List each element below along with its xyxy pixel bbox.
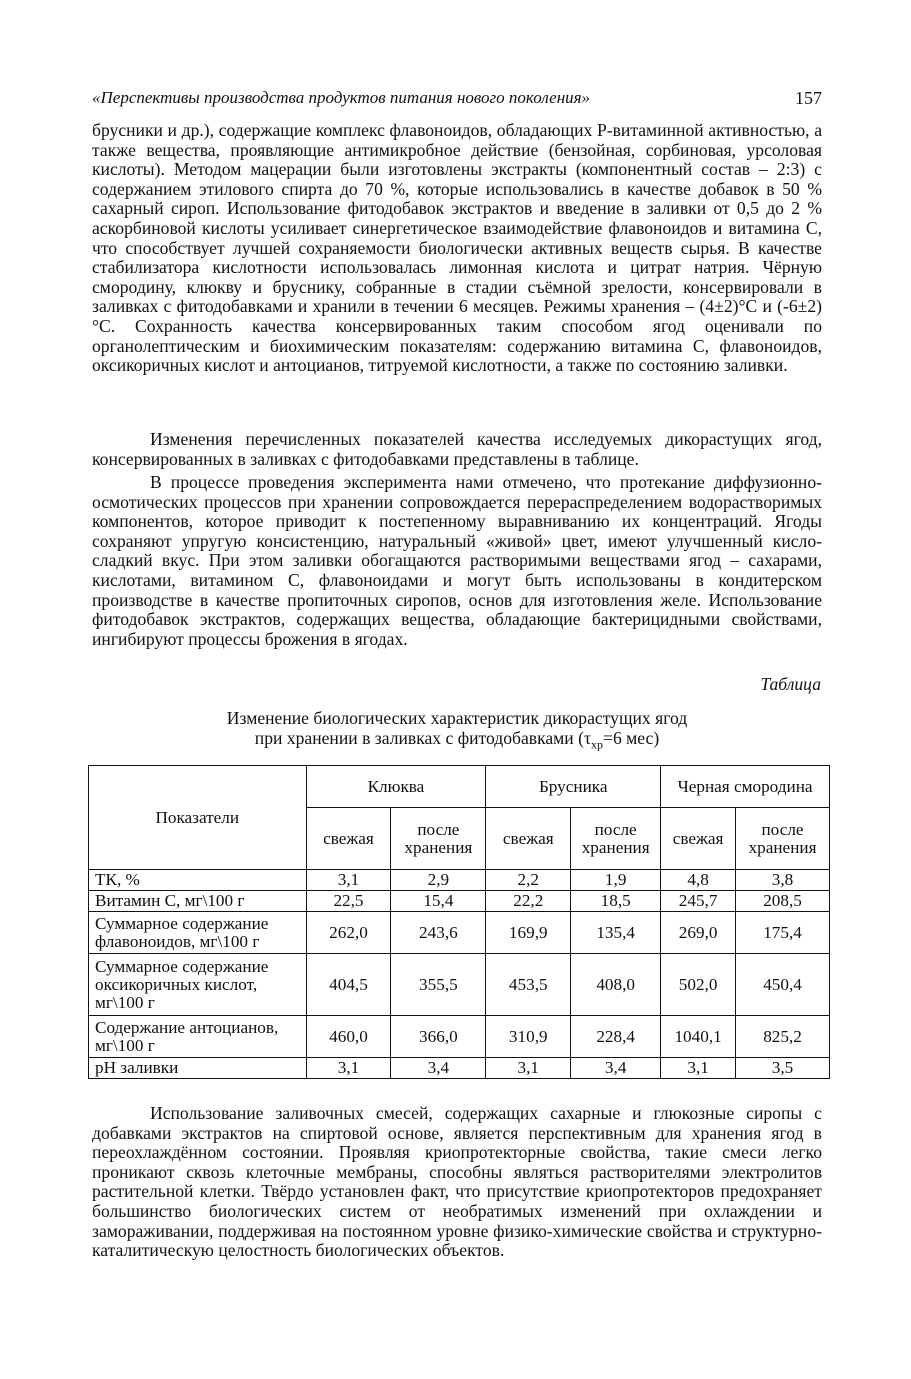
cell-value: 228,4 <box>571 1016 661 1058</box>
cell-value: 404,5 <box>306 954 391 1016</box>
cell-value: 825,2 <box>736 1016 830 1058</box>
cell-value: 453,5 <box>486 954 571 1016</box>
cell-value: 3,1 <box>661 1058 736 1079</box>
cell-value: 450,4 <box>736 954 830 1016</box>
cell-value: 22,2 <box>486 891 571 912</box>
row-label: Суммарное содержание оксикоричных кислот, мг\100 г <box>89 954 307 1016</box>
cell-value: 169,9 <box>486 912 571 954</box>
paragraph-4: Использование заливочных смесей, содержащих сахарные и глюкозные сиропы с добавками экстрактов на спиртовой основе, является перспективным для хранения ягод в переохлаждённом состоянии. Проявляя криопротекторные свойства, такие смеси легко проникают сквозь клеточные мембраны, способны являться растворителями электролитов растительной клетки. Твёрдо установлен факт, что присутствие криопротекторов предохраняет большинство биологических систем от необратимых изменений при охлаждении и замораживании, поддерживая на постоянном уровне физико-химические свойства и структурно-каталитическую целостность биологических объектов. <box>92 1103 822 1261</box>
cell-value: 3,8 <box>736 870 830 891</box>
table-title-subscript: хр <box>591 737 604 752</box>
cell-value: 355,5 <box>391 954 486 1016</box>
cell-value: 310,9 <box>486 1016 571 1058</box>
cell-value: 3,5 <box>736 1058 830 1079</box>
cell-value: 460,0 <box>306 1016 391 1058</box>
header-group-cranberry: Клюква <box>306 766 486 808</box>
cell-value: 262,0 <box>306 912 391 954</box>
cell-value: 269,0 <box>661 912 736 954</box>
table-title-prefix: при хранении в заливках с фитодобавками (τ <box>254 728 592 748</box>
table-title-line2 <box>92 728 822 755</box>
table-title <box>92 708 822 755</box>
cell-value: 3,4 <box>391 1058 486 1079</box>
cell-value: 245,7 <box>661 891 736 912</box>
cell-value: 243,6 <box>391 912 486 954</box>
table-title-line1: Изменение биологических характеристик дикорастущих ягод <box>226 708 688 728</box>
header-after: после хранения <box>736 808 830 870</box>
cell-value: 3,4 <box>571 1058 661 1079</box>
running-header <box>92 88 822 114</box>
table-row <box>89 891 830 912</box>
paragraph-1: брусники и др.), содержащие комплекс флавоноидов, обладающих Р-витаминной активностью, а также вещества, проявляющие антимикробное действие (бензойная, сорбиновая, урсоловая кислоты). Методом мацерации были изготовлены экстракты (компонентный состав – 2:3) с содержанием этилового спирта до 70 %, которые использовались в качестве добавок в 50 % сахарный сироп. Использование фитодобавок экстрактов и введение в заливки от 0,5 до 2 % аскорбиновой кислоты усиливает синергетическое взаимодействие флавоноидов и витамина С, что способствует лучшей сохраняемости биологически активных веществ сырья. В качестве стабилизатора кислотности использовалась лимонная кислота и цитрат натрия. Чёрную смородину, клюкву и бруснику, собранные в стадии съёмной зрелости, консервировали в заливках с фитодобавками и хранили в течении 6 месяцев. Режимы хранения – (4±2)°С и (-6±2)°С. Сохранность качества консервированных таким способом ягод оценивали по органолептическим и биохимическим показателям: содержанию витамина С, флавоноидов, оксикоричных кислот и антоцианов, титруемой кислотности, а также по состоянию заливки. <box>92 120 822 376</box>
cell-value: 408,0 <box>571 954 661 1016</box>
cell-value: 175,4 <box>736 912 830 954</box>
cell-value: 3,1 <box>306 1058 391 1079</box>
paragraph-2: Изменения перечисленных показателей качества исследуемых дикорастущих ягод, консервированных в заливках с фитодобавками представлены в таблице. <box>92 429 822 469</box>
header-fresh: свежая <box>486 808 571 870</box>
cell-value: 208,5 <box>736 891 830 912</box>
cell-value: 4,8 <box>661 870 736 891</box>
cell-value: 18,5 <box>571 891 661 912</box>
header-indicators: Показатели <box>89 766 307 870</box>
table-row <box>89 912 830 954</box>
row-label: Витамин С, мг\100 г <box>89 891 307 912</box>
header-after: после хранения <box>391 808 486 870</box>
header-fresh: свежая <box>661 808 736 870</box>
cell-value: 366,0 <box>391 1016 486 1058</box>
cell-value: 3,1 <box>486 1058 571 1079</box>
row-label: Суммарное содержание флавоноидов, мг\100 г <box>89 912 307 954</box>
table-title-suffix: =6 мес) <box>603 728 660 748</box>
cell-value: 1040,1 <box>661 1016 736 1058</box>
header-after: после хранения <box>571 808 661 870</box>
table-label: Таблица <box>760 674 821 694</box>
cell-value: 135,4 <box>571 912 661 954</box>
cell-value: 502,0 <box>661 954 736 1016</box>
data-table <box>88 765 830 1079</box>
table-row <box>89 870 830 891</box>
cell-value: 3,1 <box>306 870 391 891</box>
cell-value: 2,2 <box>486 870 571 891</box>
table-row <box>89 1016 830 1058</box>
page-number: 157 <box>795 88 822 108</box>
row-label: pH заливки <box>89 1058 307 1079</box>
header-group-lingonberry: Брусника <box>486 766 661 808</box>
header-fresh: свежая <box>306 808 391 870</box>
table-row <box>89 954 830 1016</box>
row-label: ТК, % <box>89 870 307 891</box>
cell-value: 15,4 <box>391 891 486 912</box>
cell-value: 22,5 <box>306 891 391 912</box>
header-title: «Перспективы производства продуктов питания нового поколения» <box>92 88 591 107</box>
cell-value: 2,9 <box>391 870 486 891</box>
cell-value: 1,9 <box>571 870 661 891</box>
header-group-blackcurrant: Черная смородина <box>661 766 830 808</box>
paragraph-3: В процессе проведения эксперимента нами отмечено, что протекание диффузионно-осмотических процессов при хранении сопровождается перераспределением водорастворимых компонентов, которое приводит к постепенному выравниванию их концентраций. Ягоды сохраняют упругую консистенцию, натуральный «живой» цвет, имеют улучшенный кисло-сладкий вкус. При этом заливки обогащаются растворимыми веществами ягод – сахарами, кислотами, витамином С, флавоноидами и могут быть использованы в кондитерском производстве в качестве пропиточных сиропов, основ для изготовления желе. Использование фитодобавок экстрактов, содержащих вещества, обладающие бактерицидными свойствами, ингибируют процессы брожения в ягодах. <box>92 472 822 649</box>
table-row <box>89 1058 830 1079</box>
row-label: Содержание антоцианов, мг\100 г <box>89 1016 307 1058</box>
